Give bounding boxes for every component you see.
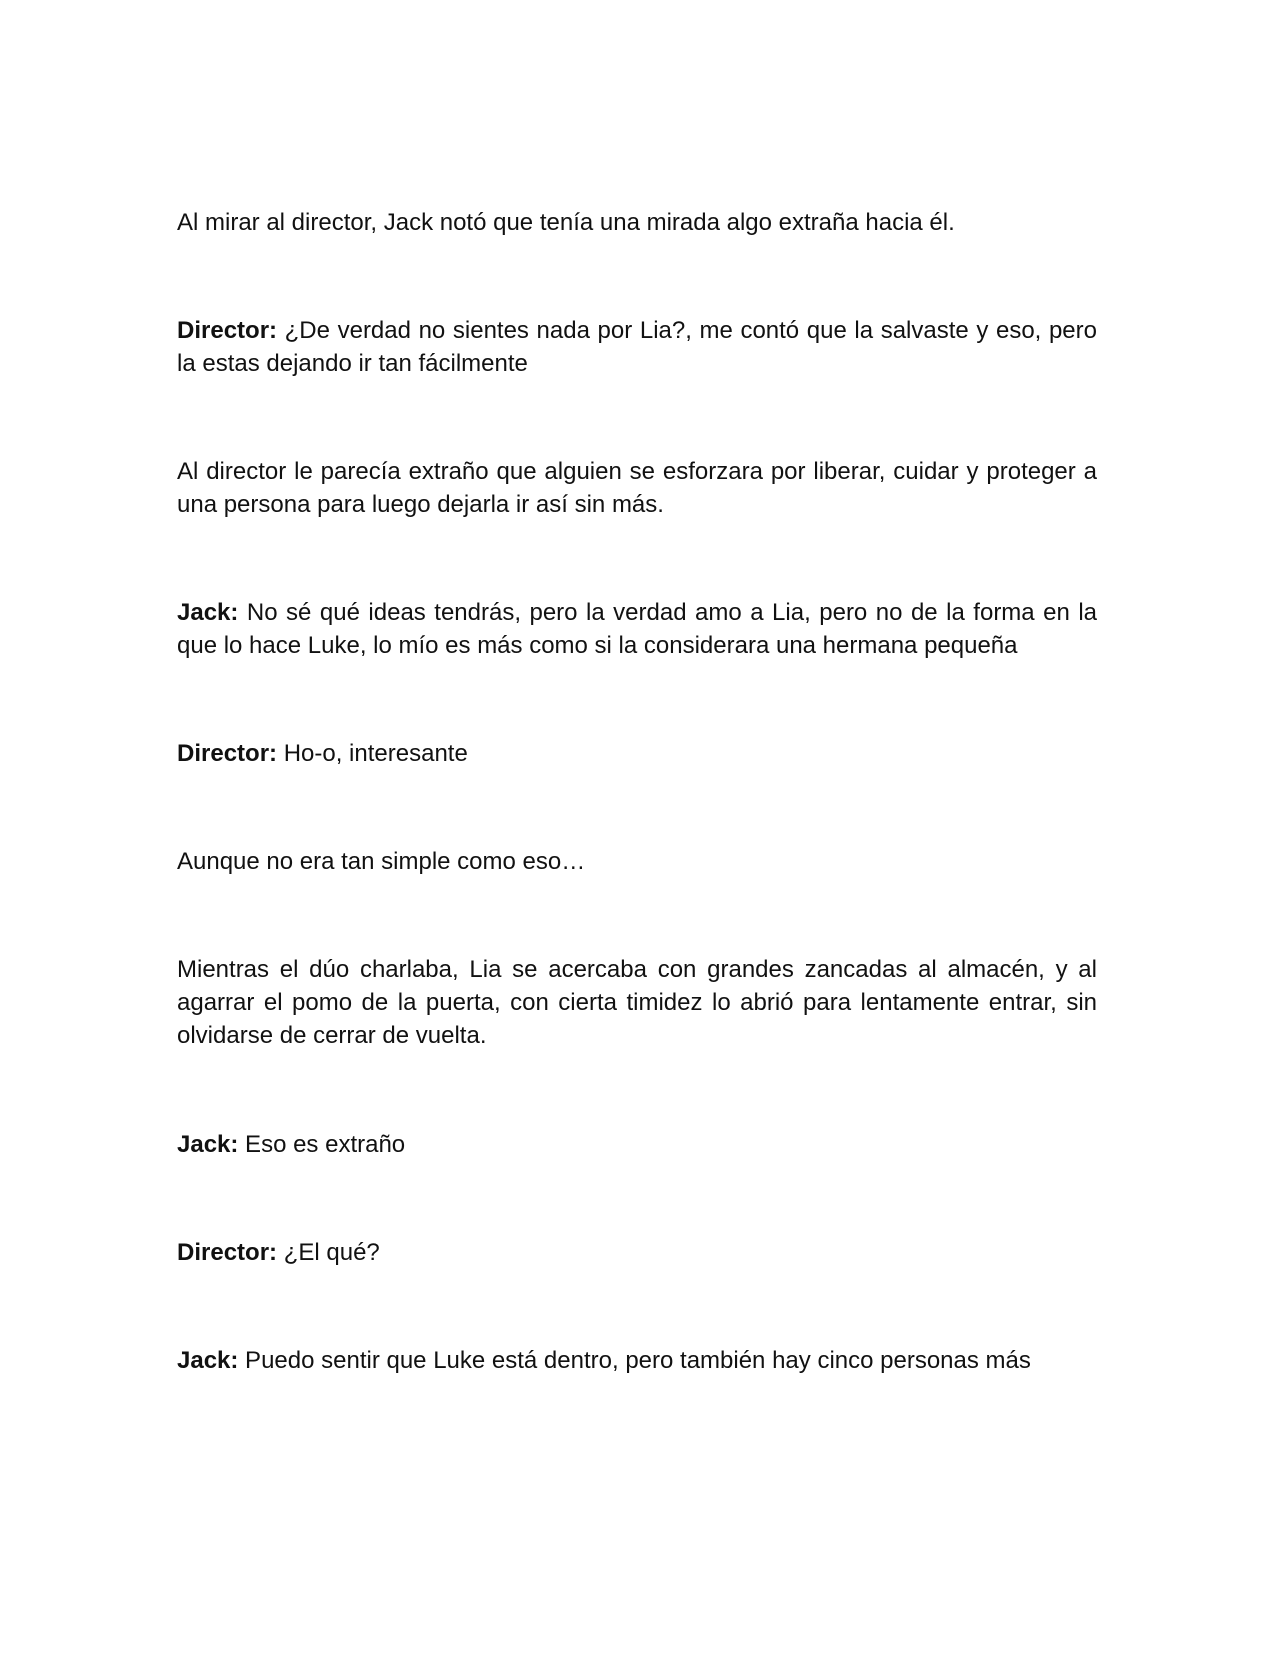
paragraph-text: Al director le parecía extraño que alguien se esforzara por liberar, cuidar y proteger a una persona para luego dejarla ir así sin más.: [177, 458, 1097, 518]
narration-paragraph: [177, 953, 1097, 1052]
dialogue-paragraph: [177, 1128, 1097, 1161]
speaker-name: Jack:: [177, 1347, 239, 1374]
speaker-name: Jack:: [177, 1131, 239, 1158]
dialogue-paragraph: [177, 1236, 1097, 1269]
paragraph-text: Aunque no era tan simple como eso…: [177, 848, 586, 875]
speaker-name: Director:: [177, 740, 278, 767]
dialogue-paragraph: [177, 596, 1097, 662]
dialogue-text: Puedo sentir que Luke está dentro, pero también hay cinco personas más: [238, 1347, 1031, 1374]
dialogue-text: No sé qué ideas tendrás, pero la verdad amo a Lia, pero no de la forma en la que lo hace Luke, lo mío es más como si la considerara una hermana pequeña: [177, 599, 1097, 659]
dialogue-paragraph: [177, 314, 1097, 380]
speaker-name: Jack:: [177, 599, 239, 626]
speaker-name: Director:: [177, 317, 278, 344]
narration-paragraph: [177, 455, 1097, 521]
speaker-name: Director:: [177, 1239, 278, 1266]
narration-paragraph: [177, 845, 1097, 878]
dialogue-text: ¿De verdad no sientes nada por Lia?, me contó que la salvaste y eso, pero la estas dejando ir tan fácilmente: [177, 317, 1097, 377]
dialogue-paragraph: [177, 1344, 1097, 1377]
dialogue-text: Eso es extraño: [238, 1131, 406, 1158]
dialogue-text: ¿El qué?: [277, 1239, 380, 1266]
dialogue-text: Ho-o, interesante: [277, 740, 468, 767]
paragraph-text: Al mirar al director, Jack notó que tenía una mirada algo extraña hacia él.: [177, 209, 955, 236]
dialogue-paragraph: [177, 737, 1097, 770]
narration-paragraph: [177, 206, 1097, 239]
paragraph-text: Mientras el dúo charlaba, Lia se acercaba con grandes zancadas al almacén, y al agarrar el pomo de la puerta, con cierta timidez lo abrió para lentamente entrar, sin olvidarse de cerrar de vuelta.: [177, 956, 1097, 1049]
